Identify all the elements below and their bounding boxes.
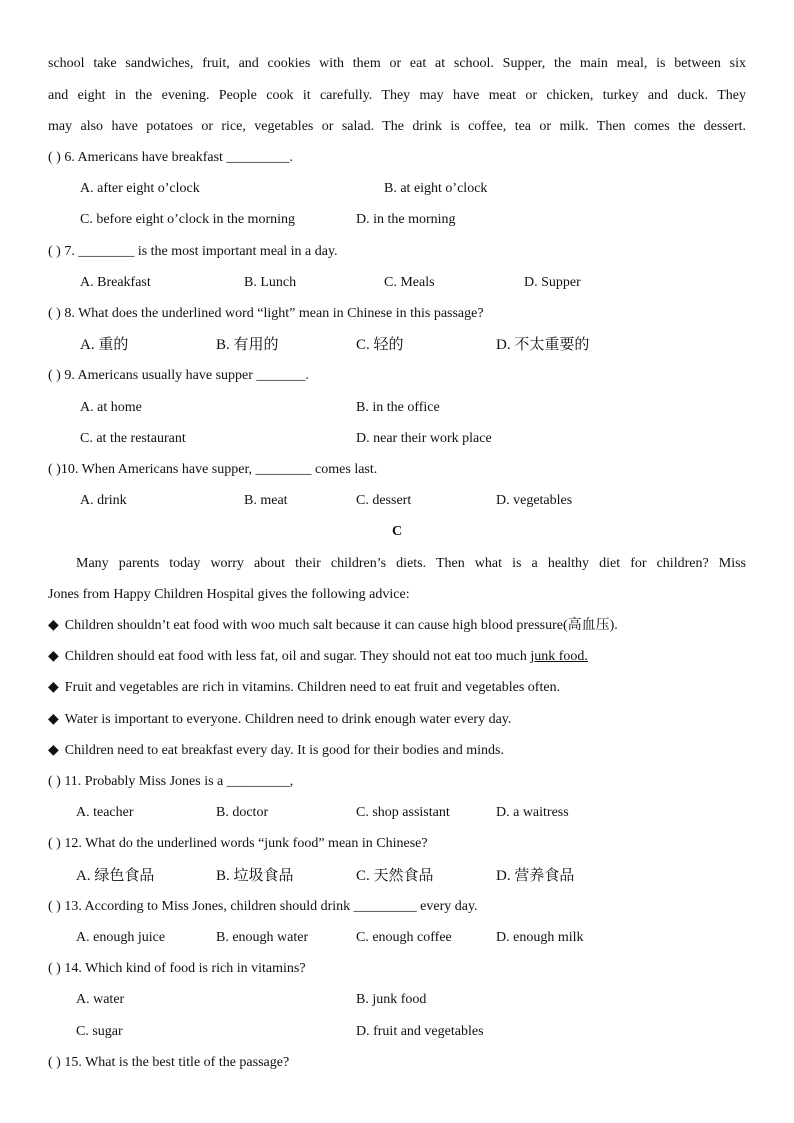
option-a: A. enough juice xyxy=(76,930,166,945)
question-stem: ( ) 11. Probably Miss Jones is a _________, xyxy=(48,774,294,789)
bullet-text: Water is important to everyone. Children need to drink enough water every day. xyxy=(64,712,512,727)
option-d: D. near their work place xyxy=(356,431,492,446)
option-d: D. Supper xyxy=(524,275,581,290)
option-b: B. in the office xyxy=(356,400,440,415)
question-stem: ( ) 15. What is the best title of the passage? xyxy=(48,1055,290,1070)
option-c: C. Meals xyxy=(384,275,435,290)
question-stem: ( ) 8. What does the underlined word “light” mean in Chinese in this passage? xyxy=(48,306,484,321)
passage-line: and eight in the evening. People cook it carefully. They may have meat or chicken, turkey and duck. They xyxy=(48,88,746,103)
option-d: D. 不太重要的 xyxy=(496,337,590,353)
option-c: C. at the restaurant xyxy=(80,431,186,446)
option-a: A. teacher xyxy=(76,805,134,820)
question-stem: ( ) 7. ________ is the most important meal in a day. xyxy=(48,244,338,259)
option-c: C. before eight o’clock in the morning xyxy=(80,212,295,227)
diamond-bullet-icon: ◆ xyxy=(48,743,59,758)
section-heading: C xyxy=(391,524,403,539)
bullet-text: Children should eat food with less fat, oil and sugar. They should not eat too much xyxy=(64,649,531,664)
question-stem: ( ) 13. According to Miss Jones, children should drink _________ every day. xyxy=(48,899,478,914)
intro-line: Jones from Happy Children Hospital gives the following advice: xyxy=(48,587,410,602)
option-d: D. in the morning xyxy=(356,212,456,227)
question-stem: ( )10. When Americans have supper, ________ comes last. xyxy=(48,462,378,477)
option-c: C. shop assistant xyxy=(356,805,450,820)
option-a: A. 重的 xyxy=(80,337,129,353)
question-stem: ( ) 14. Which kind of food is rich in vitamins? xyxy=(48,961,306,976)
advice-bullet xyxy=(48,679,746,697)
option-c: C. 天然食品 xyxy=(356,868,434,884)
option-c: C. enough coffee xyxy=(356,930,452,945)
option-b: B. at eight o’clock xyxy=(384,181,488,196)
bullet-text: Fruit and vegetables are rich in vitamins. Children need to eat fruit and vegetables often. xyxy=(64,680,561,695)
question-stem: ( ) 12. What do the underlined words “junk food” mean in Chinese? xyxy=(48,836,428,851)
question-stem: ( ) 9. Americans usually have supper _______. xyxy=(48,368,309,383)
option-c: C. 轻的 xyxy=(356,337,404,353)
option-a: A. at home xyxy=(80,400,142,415)
option-d: D. vegetables xyxy=(496,493,573,508)
option-d: D. enough milk xyxy=(496,930,584,945)
option-b: B. meat xyxy=(244,493,288,508)
option-a: A. Breakfast xyxy=(80,275,151,290)
option-b: B. enough water xyxy=(216,930,309,945)
underlined-term: junk food. xyxy=(530,649,588,664)
option-b: B. 垃圾食品 xyxy=(216,868,294,884)
advice-bullet xyxy=(48,648,746,666)
diamond-bullet-icon: ◆ xyxy=(48,680,59,695)
intro-line: Many parents today worry about their children’s diets. Then what is a healthy diet for children? Miss xyxy=(76,556,746,571)
diamond-bullet-icon: ◆ xyxy=(48,618,59,633)
advice-bullet xyxy=(48,617,746,635)
diamond-bullet-icon: ◆ xyxy=(48,712,59,727)
option-b: B. junk food xyxy=(356,992,427,1007)
option-c: C. sugar xyxy=(76,1024,123,1039)
option-a: A. after eight o’clock xyxy=(80,181,200,196)
bullet-text: Children shouldn’t eat food with woo much salt because it can cause high blood pressure(高血压). xyxy=(64,618,618,633)
question-stem: ( ) 6. Americans have breakfast _________. xyxy=(48,150,293,165)
option-b: B. Lunch xyxy=(244,275,297,290)
option-b: B. 有用的 xyxy=(216,337,279,353)
option-b: B. doctor xyxy=(216,805,269,820)
option-d: D. 营养食品 xyxy=(496,868,575,884)
option-d: D. fruit and vegetables xyxy=(356,1024,484,1039)
diamond-bullet-icon: ◆ xyxy=(48,649,59,664)
passage-line: school take sandwiches, fruit, and cookies with them or eat at school. Supper, the main meal, is between six xyxy=(48,56,746,71)
option-d: D. a waitress xyxy=(496,805,569,820)
option-a: A. drink xyxy=(80,493,127,508)
option-a: A. water xyxy=(76,992,125,1007)
passage-line: may also have potatoes or rice, vegetables or salad. The drink is coffee, tea or milk. Then comes the dessert. xyxy=(48,119,746,134)
option-a: A. 绿色食品 xyxy=(76,868,155,884)
advice-bullet xyxy=(48,711,746,729)
bullet-text: Children need to eat breakfast every day. It is good for their bodies and minds. xyxy=(64,743,504,758)
advice-bullet xyxy=(48,742,746,760)
option-c: C. dessert xyxy=(356,493,412,508)
